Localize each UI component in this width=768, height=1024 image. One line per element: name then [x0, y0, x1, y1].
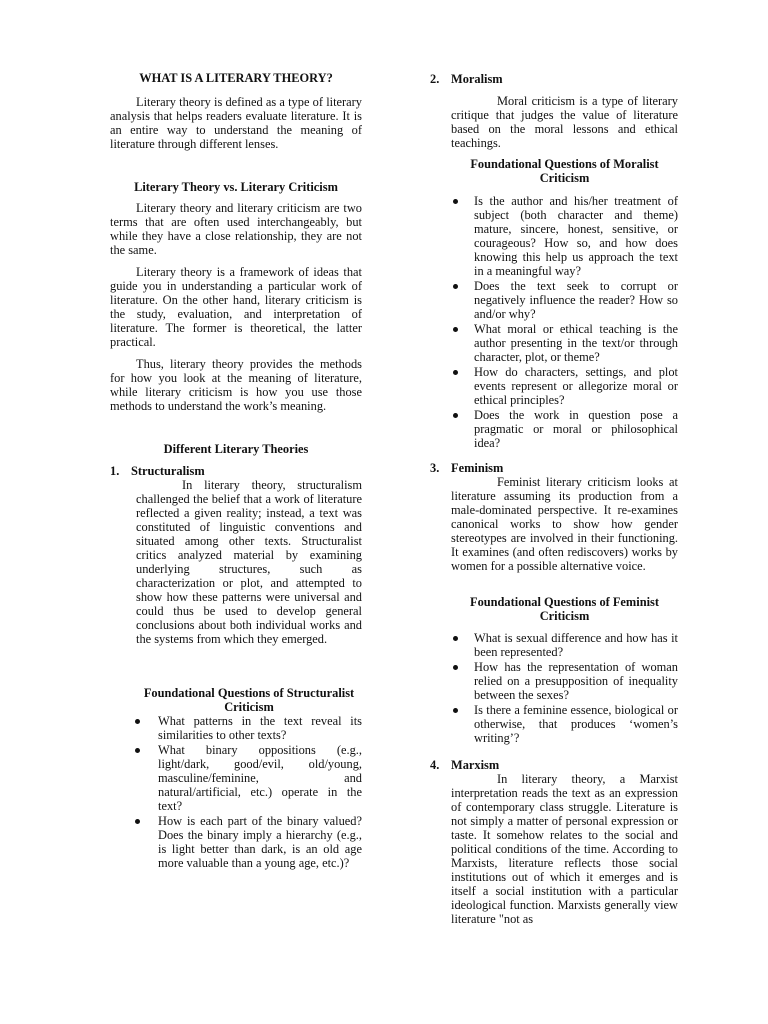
section-structuralism-title	[110, 464, 383, 478]
bullet-icon	[453, 413, 458, 418]
list-item: What patterns in the text reveal its similarities to other texts?	[132, 714, 362, 742]
section-number: 1.	[110, 464, 120, 478]
section-title: Marxism	[451, 758, 500, 772]
list-item: Does the work in question pose a pragmatic or moral or philosophical idea?	[451, 408, 678, 450]
list-item: How has the representation of woman relied on a presupposition of inequality between the sexes?	[451, 660, 678, 702]
list-item: Is there a feminine essence, biological or otherwise, that produces ‘women’s writing’?	[451, 703, 678, 745]
moralism-questions-list	[451, 194, 678, 451]
list-item: What is sexual difference and how has it been represented?	[451, 631, 678, 659]
intro-paragraph: Literary theory is defined as a type of literary analysis that helps readers evaluate literature. It is an entire way to understand the meaning of literature through different lenses.	[110, 95, 362, 151]
feminism-paragraph: Feminist literary criticism looks at literature assuming its production from a male-dominated perspective. It re-examines canonical works to show how gender stereotypes are involved in their functioning. It examines (and often rediscovers) works by women for a possible alternative voice.	[451, 475, 678, 573]
section-title: Structuralism	[131, 464, 205, 478]
feminism-questions-heading: Foundational Questions of Feminist Criticism	[470, 595, 659, 623]
bullet-icon	[135, 719, 140, 724]
section-marxism-title	[430, 758, 699, 772]
section-feminism-title	[430, 461, 699, 475]
section-title: Feminism	[451, 461, 504, 475]
page-title: WHAT IS A LITERARY THEORY?	[139, 71, 333, 85]
bullet-icon	[135, 819, 140, 824]
section-number: 2.	[430, 72, 440, 86]
vs-paragraph-3: Thus, literary theory provides the methods for how you look at the meaning of literature, while literary criticism is how you use those methods to understand the work’s meaning.	[110, 357, 362, 413]
list-item: Does the text seek to corrupt or negatively influence the reader? How so and/or why?	[451, 279, 678, 321]
bullet-icon	[453, 284, 458, 289]
bullet-icon	[453, 708, 458, 713]
structuralism-paragraph: In literary theory, structuralism challenged the belief that a work of literature reflected a given reality; instead, a text was constituted of linguistic conventions and situated among other texts. Structuralist critics analyzed material by examining underlying structures, such as characterization or plot, and attempted to show how these patterns were universal and could thus be used to develop general conclusions about both individual works and the systems from which they emerged.	[136, 478, 362, 646]
section-moralism-title	[430, 72, 699, 86]
bullet-icon	[453, 370, 458, 375]
section-number: 4.	[430, 758, 440, 772]
structuralism-questions-list	[132, 714, 362, 871]
list-item: Is the author and his/her treatment of subject (both character and theme) mature, sincere, honest, sensitive, or courageous? How so, and how does knowing this help us approach the text in a meaningful way?	[451, 194, 678, 278]
structuralism-questions-heading: Foundational Questions of Structuralist Criticism	[143, 686, 355, 714]
moralism-paragraph: Moral criticism is a type of literary critique that judges the value of literature based on the moral lessons and ethical teachings.	[451, 94, 678, 150]
vs-paragraph-2: Literary theory is a framework of ideas that guide you in understanding a particular work of literature. On the other hand, literary criticism is the study, evaluation, and interpretation of literature. The former is theoretical, the latter practical.	[110, 265, 362, 349]
marxism-paragraph: In literary theory, a Marxist interpretation reads the text as an expression of contemporary class struggle. Literature is not simply a matter of personal expression or taste. It somehow relates to the social and political conditions of the time. According to Marxists, literature reflects those social institutions out of which it emerges and is itself a social institution with a particular ideological function. Marxists generally view literature "not as	[451, 772, 678, 926]
section-heading-different-theories: Different Literary Theories	[163, 442, 309, 456]
vs-paragraph-1: Literary theory and literary criticism are two terms that are often used interchangeably, but while they have a close relationship, they are not the same.	[110, 201, 362, 257]
list-item: What binary oppositions (e.g., light/dark, good/evil, old/young, masculine/feminine, and natural/artificial, etc.) operate in the text?	[132, 743, 362, 813]
list-item: What moral or ethical teaching is the author presenting in the text/or through character, plot, or theme?	[451, 322, 678, 364]
feminism-questions-list	[451, 631, 678, 746]
moralism-questions-heading: Foundational Questions of Moralist Criticism	[470, 157, 659, 185]
list-item: How do characters, settings, and plot events represent or allegorize moral or ethical principles?	[451, 365, 678, 407]
bullet-icon	[453, 636, 458, 641]
list-item: How is each part of the binary valued? Does the binary imply a hierarchy (e.g., is light better than dark, is an old age more valuable than a young age, etc.)?	[132, 814, 362, 870]
section-number: 3.	[430, 461, 440, 475]
bullet-icon	[453, 327, 458, 332]
bullet-icon	[453, 199, 458, 204]
bullet-icon	[135, 748, 140, 753]
section-title: Moralism	[451, 72, 503, 86]
section-heading-theory-vs-criticism: Literary Theory vs. Literary Criticism	[134, 180, 338, 194]
bullet-icon	[453, 665, 458, 670]
